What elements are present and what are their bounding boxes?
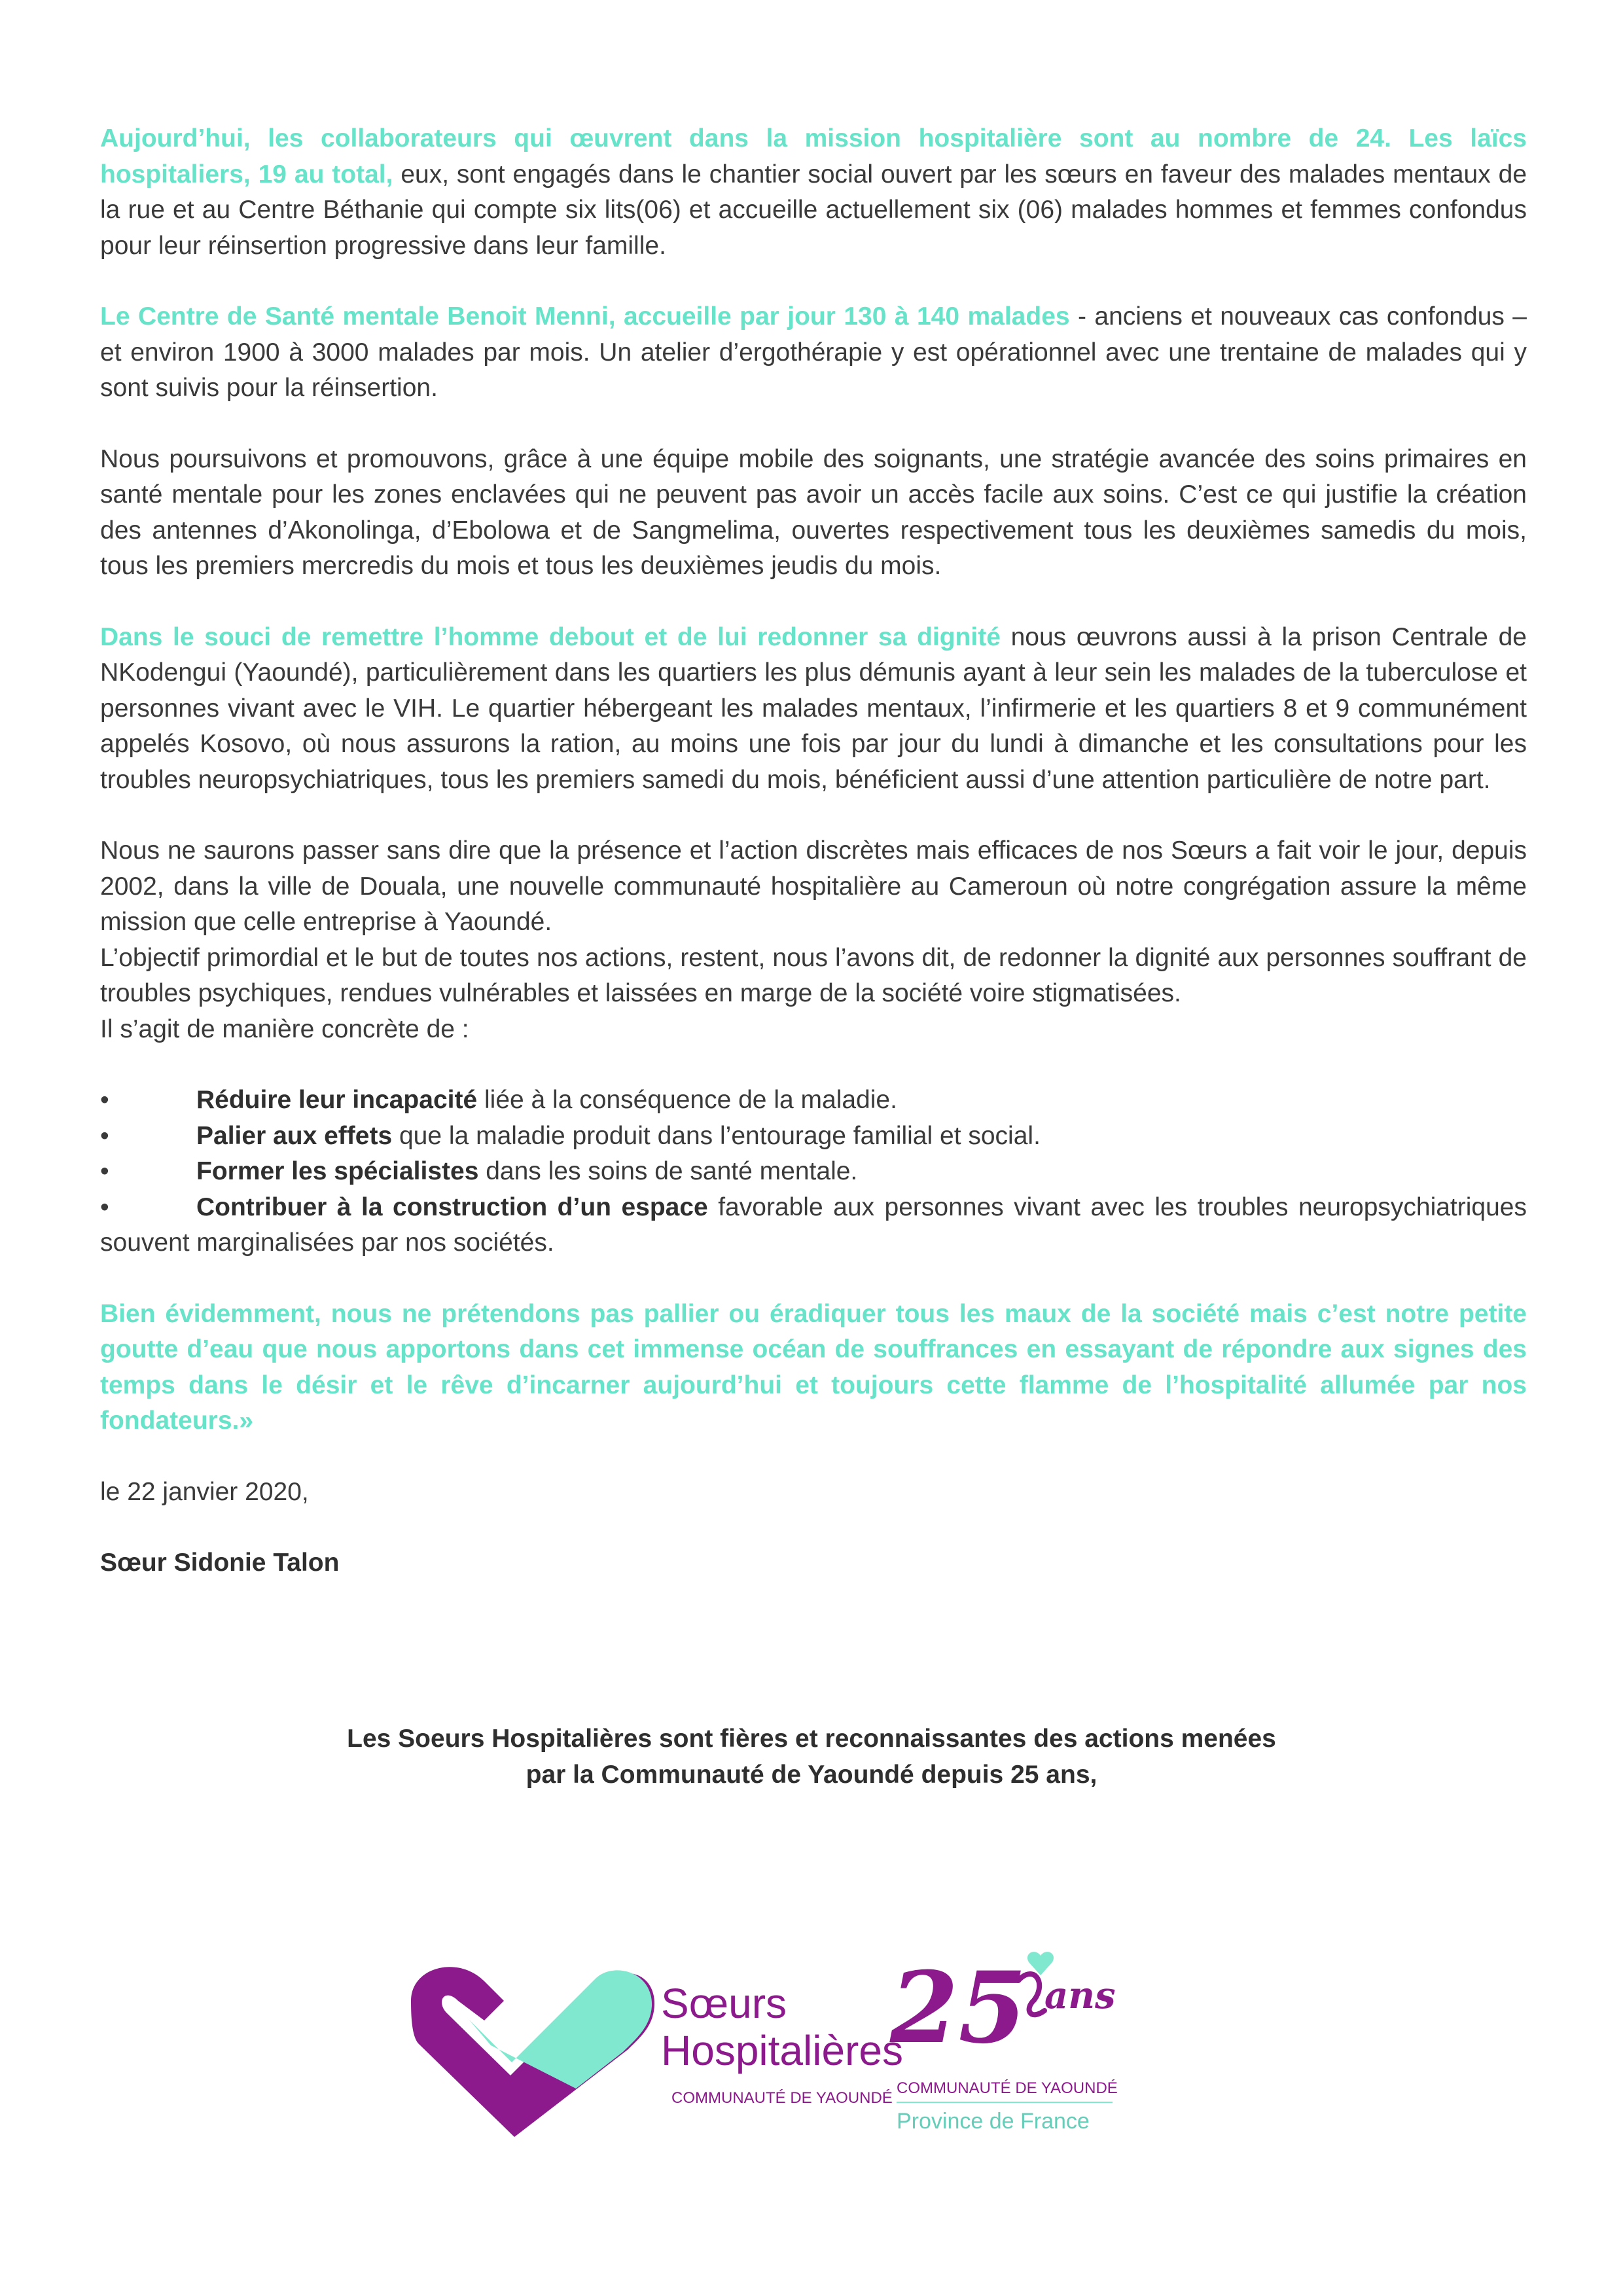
bullet-bold: Réduire leur incapacité [196,1086,478,1114]
closing-note [0,1721,1623,1793]
logo-title-2: Hospitalières [661,2027,903,2074]
logo-title-1: Sœurs [661,1980,787,2027]
closing-note-line-2: par la Communauté de Yaoundé depuis 25 ans, [526,1760,1097,1789]
date-line: le 22 janvier 2020, [100,1477,309,1506]
paragraph-4-text: nous œuvrons aussi à la prison Centrale de NKodengui (Yaoundé), particulièrement dans les quartiers les plus démunis ayant à leur sein les malades de la tuberculose et personnes vivant avec le VIH. Le quartier hébergeant les malades mentaux, l’infirmerie et les quartiers 8 et 9 communément appelés Kosovo, où nous assurons la ration, au moins une fois par jour du lundi à dimanche et les consultations pour les troubles neuropsychiatriques, tous les premiers samedi du mois, bénéficient aussi d’une attention particulière de notre part. [100,622,1527,794]
bullet-mark: • [100,1086,109,1114]
soeurs-hospitalieres-logo [380,1941,903,2137]
heart-icon [411,1967,654,2137]
paragraph-2-highlight: Le Centre de Santé mentale Benoit Menni, accueille par jour 130 à 140 malades [100,302,1070,331]
signature: Sœur Sidonie Talon [100,1549,340,1577]
closing-statement: Bien évidemment, nous ne prétendons pas pallier ou éradiquer tous les maux de la société mais c’est notre petite goutte d’eau que nous apportons dans cet immense océan de souffrances en essayant de répondre aux signes des temps dans le désir et le rêve d’incarner aujourd’hui et toujours cette flamme de l’hospitalité allumée par nos fondateurs.» [100,1299,1527,1435]
paragraph-5-line-2: L’objectif primordial et le but de toutes nos actions, restent, nous l’avons dit, de redonner la dignité aux personnes souffrant de troubles psychiques, rendues vulnérables et laissées en marge de la société voire stigmatisées. [100,943,1527,1007]
logo-subtitle: COMMUNAUTÉ DE YAOUNDÉ [671,2089,893,2107]
bullet-text: dans les soins de santé mentale. [478,1157,858,1185]
logo-province: Province de France [897,2109,1090,2134]
paragraph-5-line-1: Nous ne saurons passer sans dire que la présence et l’action discrètes mais efficaces de nos Sœurs a fait voir le jour, depuis 2002, dans la ville de Douala, une nouvelle communauté hospitalière au Cameroun où notre congrégation assure la même mission que celle entreprise à Yaoundé. [100,836,1527,936]
logo-number: 25 [890,1950,1027,2066]
paragraph-2-text: - anciens et nouveaux cas confondus – et environ 1900 à 3000 malades par mois. Un atelier d’ergothérapie y est opérationnel avec une trentaine de malades qui y sont suivis pour la réinsertion. [100,302,1527,402]
bullet-mark: • [100,1193,109,1221]
bullet-mark: • [100,1157,109,1185]
bullet-item [100,1154,1527,1190]
paragraph-5-line-3: Il s’agit de manière concrète de : [100,1014,469,1043]
letter-body [100,121,1527,1581]
bullet-bold: Former les spécialistes [196,1157,479,1185]
logo-community: COMMUNAUTÉ DE YAOUNDÉ [897,2079,1118,2097]
paragraph-3: Nous poursuivons et promouvons, grâce à une équipe mobile des soignants, une stratégie avancée des soins primaires en santé mentale pour les zones enclavées qui ne peuvent pas avoir un accès facile aux soins. C’est ce qui justifie la création des antennes d’Akonolinga, d’Ebolowa et de Sangmelima, ouvertes respectivement tous les deuxièmes samedis du mois, tous les premiers mercredis du mois et tous les deuxièmes jeudis du mois. [100,444,1527,580]
paragraph-4 [100,620,1527,798]
paragraph-1-text: eux, sont engagés dans le chantier social ouvert par les sœurs en faveur des malades mentaux de la rue et au Centre Béthanie qui compte six lits(06) et accueille actuellement six (06) malades hommes et femmes confondus pour leur réinsertion progressive dans leur famille. [100,160,1527,260]
bullet-text: liée à la conséquence de la maladie. [477,1086,897,1114]
paragraph-4-highlight: Dans le souci de remettre l’homme debout et de lui redonner sa dignité [100,622,1001,651]
bullet-bold: Contribuer à la construction d’un espace [196,1193,708,1221]
closing-note-line-1: Les Soeurs Hospitalières sont fières et reconnaissantes des actions menées [347,1725,1276,1753]
bullet-bold: Palier aux effets [196,1121,393,1150]
bullet-item [100,1119,1527,1155]
25-ans-logo [890,1924,1152,2147]
bullet-text: favorable aux personnes vivant avec les troubles neuropsychiatriques souvent marginalisées par nos sociétés. [100,1193,1527,1257]
bullet-mark: • [100,1121,109,1150]
bullet-item [100,1190,1527,1261]
bullet-text: que la maladie produit dans l’entourage familial et social. [392,1121,1041,1150]
paragraph-1-highlight: Aujourd’hui, les collaborateurs qui œuvrent dans la mission hospitalière sont au nombre de 24. Les laïcs hospitaliers, 19 au total, [100,124,1527,188]
paragraph-1 [100,121,1527,264]
logo-suffix: ans [1044,1974,1116,2017]
paragraph-2 [100,299,1527,406]
bullet-item [100,1083,1527,1119]
